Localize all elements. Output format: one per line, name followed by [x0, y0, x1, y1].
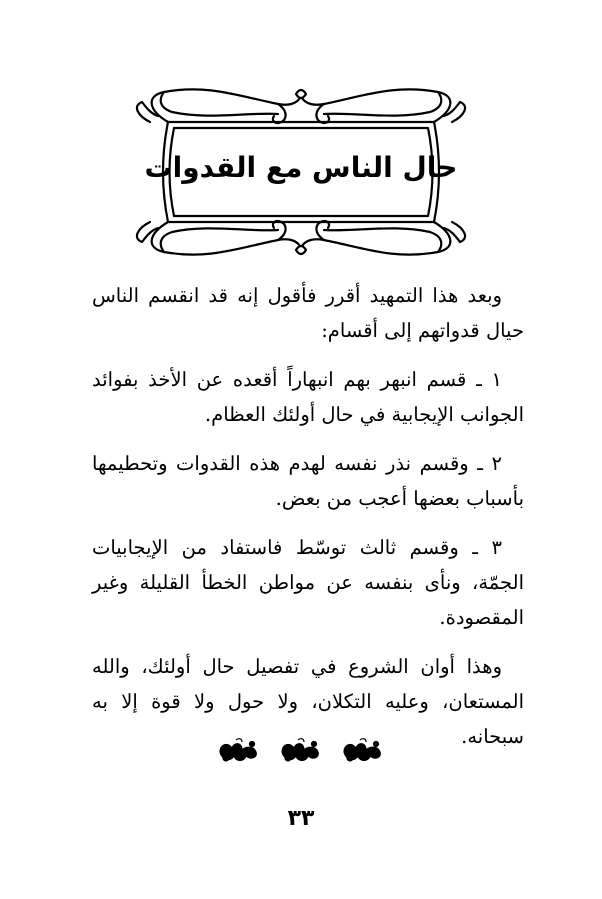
floral-ornament-icon [278, 736, 324, 766]
page-number: ٣٣ [287, 806, 315, 831]
chapter-title: حال الناس مع القدوات [144, 151, 458, 184]
section-end-ornaments [216, 734, 386, 768]
paragraph-item-1: ١ ـ قسم انبهر بهم انبهاراً أقعده عن الأخذ بفوائد الجوانب الإيجابية في حال أولئك العظام. [92, 368, 524, 426]
body-text [92, 278, 524, 768]
floral-ornament-icon [216, 736, 262, 766]
paragraph-intro: وبعد هذا التمهيد أقرر فأقول إنه قد انقسم الناس حيال قدواتهم إلى أقسام: [92, 284, 524, 342]
paragraph-item-3: ٣ ـ وقسم ثالث توسّط فاستفاد من الإيجابيات الجمّة، ونأى بنفسه عن مواطن الخطأ القليلة وغير المقصودة. [92, 536, 524, 629]
floral-ornament-icon [340, 736, 386, 766]
paragraph-item-2: ٢ ـ وقسم نذر نفسه لهدم هذه القدوات وتحطيمها بأسباب بعضها أعجب من بعض. [92, 452, 524, 510]
paragraph-closing: وهذا أوان الشروع في تفصيل حال أولئك، والله المستعان، وعليه التكلان، ولا حول ولا قوة إلا به سبحانه. [92, 655, 524, 748]
